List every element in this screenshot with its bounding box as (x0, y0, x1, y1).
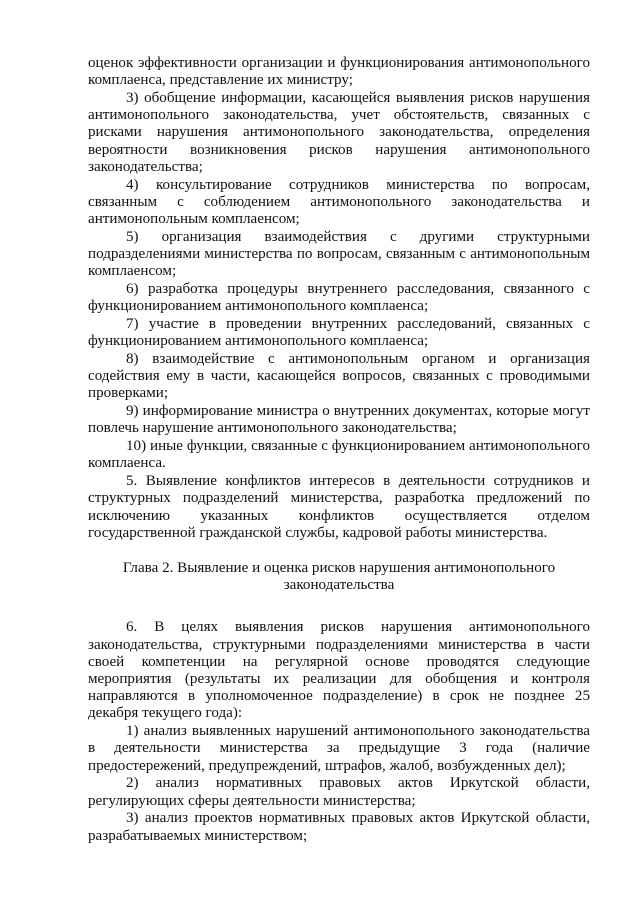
paragraph: оценок эффективности организации и функционирования антимонопольного комплаенса, представление их министру; (88, 55, 590, 89)
chapter-heading (88, 560, 590, 594)
paragraph: 3) анализ проектов нормативных правовых актов Иркутской области, разрабатываемых министерством; (88, 810, 590, 844)
paragraph: 5) организация взаимодействия с другими структурными подразделениями министерства по вопросам, связанным с антимонопольным комплаенсом; (88, 228, 590, 280)
paragraph-list-bottom (88, 619, 590, 844)
paragraph: 1) анализ выявленных нарушений антимонопольного законодательства в деятельности министерства за предыдущие 3 года (наличие предостережений, предупреждений, штрафов, жалоб, возбужденных дел); (88, 723, 590, 774)
paragraph: 5. Выявление конфликтов интересов в деятельности сотрудников и структурных подразделений министерства, разработка предложений по исключению указанных конфликтов осуществляется отделом государственной гражданской службы, кадровой работы министерства. (88, 473, 590, 541)
paragraph: 8) взаимодействие с антимонопольным органом и организация содействия ему в части, касающейся вопросов, связанных с проводимыми проверками; (88, 351, 590, 402)
chapter-heading-line-2: законодательства (283, 577, 395, 594)
paragraph: 3) обобщение информации, касающейся выявления рисков нарушения антимонопольного законодательства, учет обстоятельств, связанных с рисками нарушения антимонопольного законодательства, определения вероятности возникновения рисков нарушения антимонопольного законодательства; (88, 90, 590, 175)
paragraph: 6) разработка процедуры внутреннего расследования, связанного с функционированием антимонопольного комплаенса; (88, 281, 590, 315)
paragraph-list-top (88, 55, 590, 542)
paragraph: 10) иные функции, связанные с функционированием антимонопольного комплаенса. (88, 438, 590, 472)
document-page (88, 55, 590, 845)
paragraph: 9) информирование министра о внутренних документах, которые могут повлечь нарушение антимонопольного законодательства; (88, 403, 590, 437)
paragraph: 2) анализ нормативных правовых актов Иркутской области, регулирующих сферы деятельности министерства; (88, 775, 590, 809)
chapter-heading-line-1: Глава 2. Выявление и оценка рисков нарушения антимонопольного (122, 560, 556, 577)
paragraph: 4) консультирование сотрудников министерства по вопросам, связанным с соблюдением антимонопольного законодательства и антимонопольным комплаенсом; (88, 176, 590, 228)
paragraph: 7) участие в проведении внутренних расследований, связанных с функционированием антимонопольного комплаенса; (88, 316, 590, 350)
paragraph: 6. В целях выявления рисков нарушения антимонопольного законодательства, структурными подразделениями министерства в части своей компетенции на регулярной основе проводятся следующие мероприятия (результаты их реализации для обобщения и контроля направляются в уполномоченное подразделение) в срок не позднее 25 декабря текущего года): (88, 619, 590, 722)
